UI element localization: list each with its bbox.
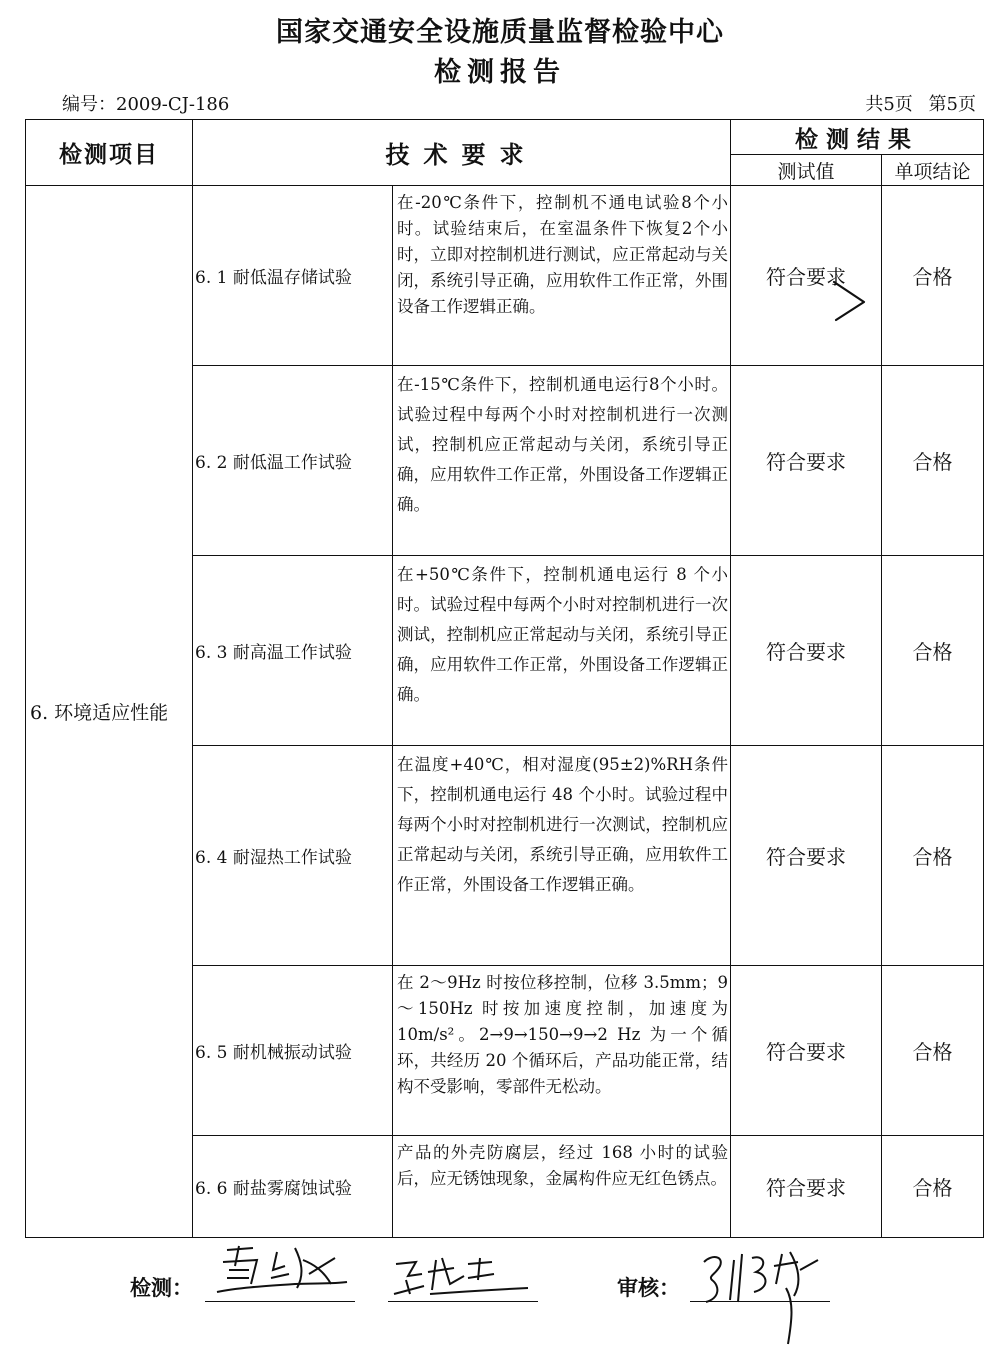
signature-line-3	[690, 1301, 830, 1302]
conclusion: 合格	[882, 966, 984, 1136]
inspector-signature-2	[388, 1250, 538, 1306]
table-row	[26, 186, 984, 366]
report-number: 编号：2009-CJ-186	[62, 94, 230, 115]
test-value: 符合要求	[731, 556, 882, 746]
inspector-label: 检测：	[130, 1275, 193, 1300]
sub-item: 6. 5 耐机械振动试验	[193, 966, 393, 1136]
reviewer-signature	[690, 1240, 840, 1350]
conclusion: 合格	[882, 366, 984, 556]
requirement-text: 在温度+40℃，相对湿度(95±2)%RH条件下，控制机通电运行 48 个小时。试验过程中每两个小时对控制机进行一次测试，控制机应正常起动与关闭，系统引导正确，应用软件工作正常，外围设备工作逻辑正确。	[393, 746, 731, 966]
signature-line-2	[388, 1301, 538, 1302]
test-value: 符合要求	[731, 186, 882, 366]
requirement-text: 产品的外壳防腐层，经过 168 小时的试验后，应无锈蚀现象，金属构件应无红色锈点。	[393, 1136, 731, 1238]
sub-item: 6. 6 耐盐雾腐蚀试验	[193, 1136, 393, 1238]
test-value: 符合要求	[731, 366, 882, 556]
report-title: 检测报告	[434, 57, 566, 88]
test-value: 符合要求	[731, 1136, 882, 1238]
reviewer-label: 审核：	[617, 1275, 680, 1300]
conclusion: 合格	[882, 556, 984, 746]
conclusion: 合格	[882, 1136, 984, 1238]
page-indicator: 共5页 第5页	[865, 94, 976, 115]
header-results: 检测结果	[731, 120, 984, 155]
category-cell: 6. 环境适应性能	[26, 186, 193, 1238]
header-conclusion: 单项结论	[882, 155, 984, 186]
requirement-text: 在-20℃条件下，控制机不通电试验8个小时。试验结束后，在室温条件下恢复2个小时，立即对控制机进行测试，应正常起动与关闭，系统引导正确，应用软件工作正常，外围设备工作逻辑正确。	[393, 186, 731, 366]
sub-item: 6. 2 耐低温工作试验	[193, 366, 393, 556]
org-title: 国家交通安全设施质量监督检验中心	[276, 17, 724, 48]
conclusion: 合格	[882, 746, 984, 966]
header-item: 检测项目	[26, 120, 193, 186]
header-test-value: 测试值	[731, 155, 882, 186]
conclusion: 合格	[882, 186, 984, 366]
requirement-text: 在 2～9Hz 时按位移控制，位移 3.5mm；9～150Hz 时按加速度控制，加速度为10m/s²。2→9→150→9→2 Hz 为一个循环，共经历 20 个循环后，产品功能正常，结构不受影响，零部件无松动。	[393, 966, 731, 1136]
test-value: 符合要求	[731, 746, 882, 966]
arrow-mark-icon	[830, 278, 868, 324]
signature-line-1	[205, 1301, 355, 1302]
sub-item: 6. 1 耐低温存储试验	[193, 186, 393, 366]
sub-item: 6. 4 耐湿热工作试验	[193, 746, 393, 966]
header-tech-requirements: 技术要求	[193, 120, 731, 186]
sub-item: 6. 3 耐高温工作试验	[193, 556, 393, 746]
inspector-signature-1	[205, 1240, 355, 1306]
requirement-text: 在+50℃条件下，控制机通电运行 8 个小时。试验过程中每两个小时对控制机进行一次测试，控制机应正常起动与关闭，系统引导正确，应用软件工作正常，外围设备工作逻辑正确。	[393, 556, 731, 746]
test-value: 符合要求	[731, 966, 882, 1136]
requirement-text: 在-15℃条件下，控制机通电运行8个小时。试验过程中每两个小时对控制机进行一次测试，控制机应正常起动与关闭，系统引导正确，应用软件工作正常，外围设备工作逻辑正确。	[393, 366, 731, 556]
